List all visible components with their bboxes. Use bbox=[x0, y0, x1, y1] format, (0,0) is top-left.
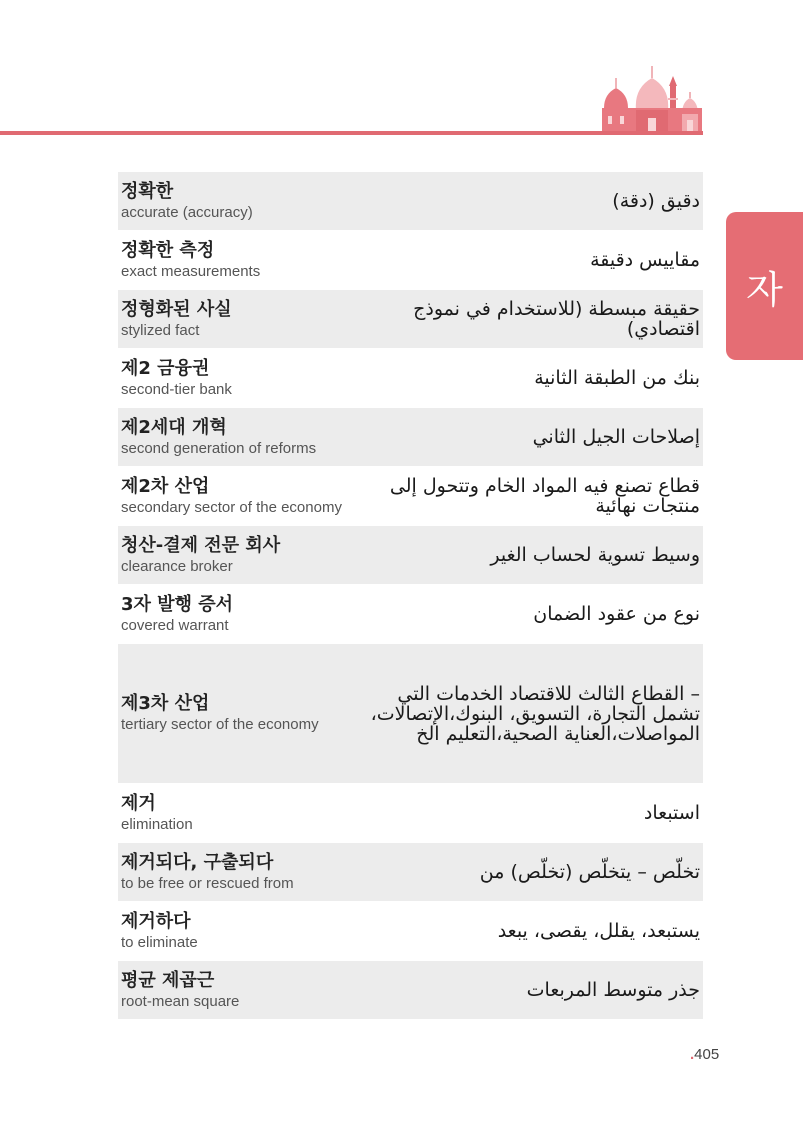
page-number bbox=[690, 1046, 719, 1063]
glossary-row bbox=[118, 290, 703, 349]
english-term: secondary sector of the economy bbox=[121, 498, 342, 516]
korean-term: 정형화된 사실 bbox=[121, 298, 232, 320]
section-tab-label: 자 bbox=[746, 267, 783, 312]
glossary-row bbox=[118, 526, 703, 585]
english-term: accurate (accuracy) bbox=[121, 203, 253, 221]
section-tab bbox=[726, 212, 803, 360]
english-term: clearance broker bbox=[121, 557, 233, 575]
glossary-row bbox=[118, 843, 703, 902]
korean-term: 제거 bbox=[121, 792, 156, 814]
glossary-row bbox=[118, 644, 703, 784]
english-term: root-mean square bbox=[121, 992, 240, 1010]
english-term: exact measurements bbox=[121, 262, 261, 280]
arabic-term: تخلّص – يتخلّص (تخلّص) من bbox=[479, 861, 700, 883]
glossary-row bbox=[118, 784, 703, 843]
korean-term: 제2 금융권 bbox=[121, 357, 210, 379]
arabic-term: بنك من الطبقة الثانية bbox=[534, 367, 700, 389]
glossary-table bbox=[118, 172, 703, 1020]
arabic-term: مقاييس دقيقة bbox=[590, 249, 700, 271]
english-term: second generation of reforms bbox=[121, 439, 317, 457]
arabic-term: إصلاحات الجيل الثاني bbox=[532, 426, 700, 448]
korean-term: 제2세대 개혁 bbox=[121, 416, 227, 438]
english-term: to eliminate bbox=[121, 933, 198, 951]
mosque-domes-decoration bbox=[600, 58, 704, 136]
arabic-term: جذر متوسط المربعات bbox=[526, 979, 700, 1001]
arabic-term: يستبعد، يقلل، يقصى، يبعد bbox=[497, 920, 700, 942]
korean-term: 정확한 측정 bbox=[121, 239, 215, 261]
arabic-term: نوع من عقود الضمان bbox=[533, 603, 700, 625]
arabic-term: وسيط تسوية لحساب الغير bbox=[490, 544, 700, 566]
glossary-row bbox=[118, 172, 703, 231]
glossary-row bbox=[118, 902, 703, 961]
english-term: tertiary sector of the economy bbox=[121, 716, 319, 733]
arabic-term: قطاع تصنع فيه المواد الخام وتتحول إلى منتجات نهائية bbox=[389, 475, 700, 517]
korean-term: 제2차 산업 bbox=[121, 475, 210, 497]
korean-term: 청산-결제 전문 회사 bbox=[121, 534, 281, 556]
english-term: second-tier bank bbox=[121, 380, 232, 398]
korean-term: 정확한 bbox=[121, 180, 174, 202]
page-number-dot: . bbox=[690, 1046, 695, 1063]
header-rule bbox=[0, 131, 703, 135]
english-term: to be free or rescued from bbox=[121, 874, 294, 892]
glossary-row bbox=[118, 408, 703, 467]
glossary-row bbox=[118, 467, 703, 526]
glossary-row bbox=[118, 961, 703, 1020]
korean-term: 제거되다, 구출되다 bbox=[121, 851, 274, 873]
arabic-term: حقيقة مبسطة (للاستخدام في نموذج اقتصادي) bbox=[413, 298, 700, 340]
korean-term: 평균 제곱근 bbox=[121, 969, 215, 991]
korean-term: 제거하다 bbox=[121, 910, 191, 932]
glossary-row bbox=[118, 231, 703, 290]
english-term: stylized fact bbox=[121, 321, 200, 339]
english-term: elimination bbox=[121, 815, 193, 833]
page-number-value: 405 bbox=[694, 1046, 720, 1063]
english-term: covered warrant bbox=[121, 616, 229, 634]
arabic-term: استبعاد bbox=[643, 802, 700, 824]
arabic-term: – القطاع الثالث للاقتصاد الخدمات التي تشمل التجارة، التسويق، البنوك،الإتصالات، المواصلات،العناية الصحية،التعليم الخ bbox=[370, 682, 700, 745]
korean-term: 제3차 산업 bbox=[121, 693, 210, 714]
glossary-row bbox=[118, 585, 703, 644]
arabic-term: دقيق (دقة) bbox=[612, 190, 700, 212]
korean-term: 3자 발행 증서 bbox=[121, 593, 233, 615]
glossary-row bbox=[118, 349, 703, 408]
